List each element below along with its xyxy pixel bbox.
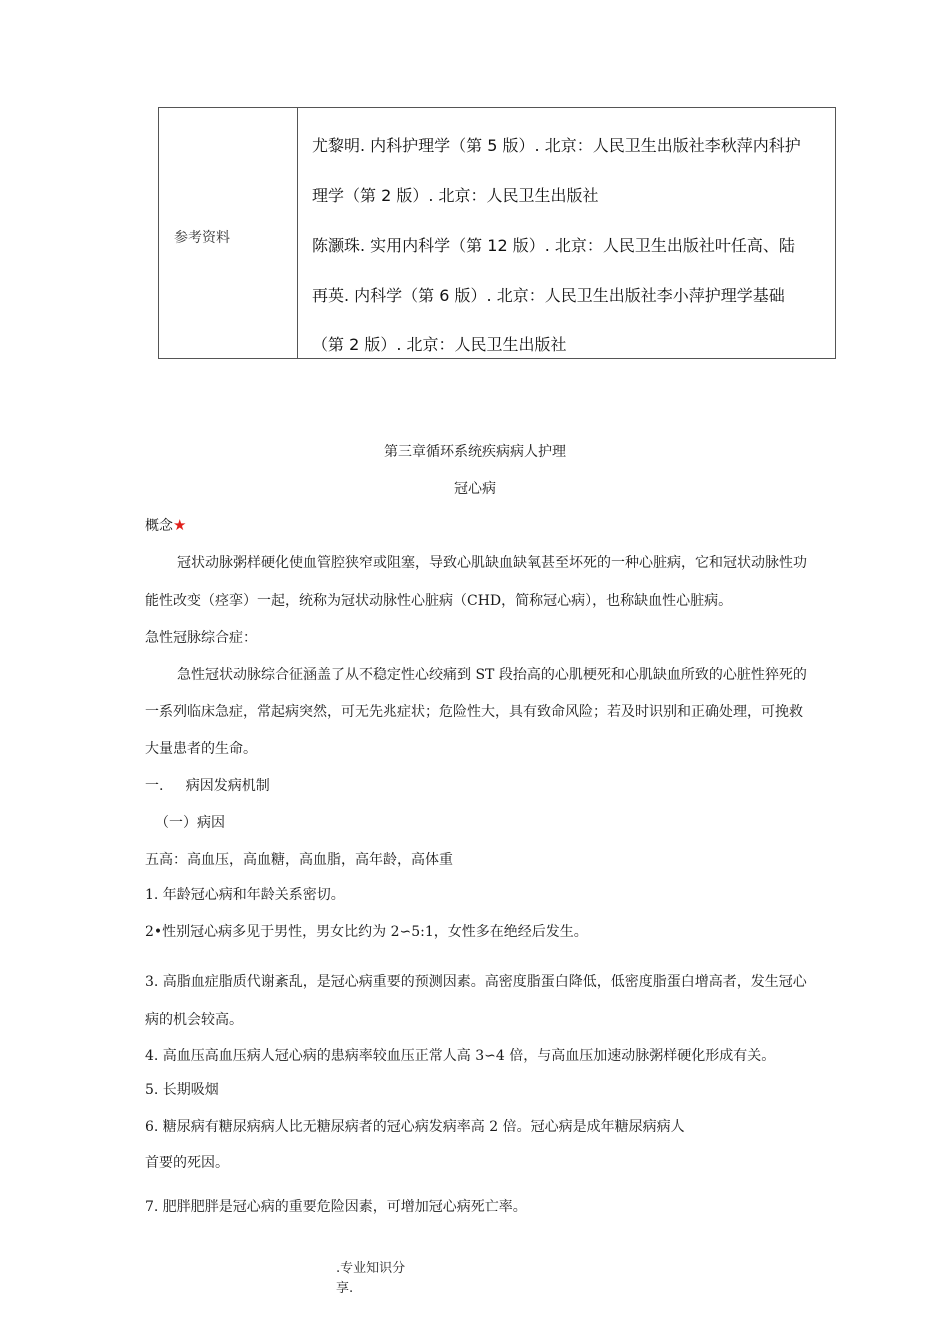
list-item: 6. 糖尿病有糖尿病病人比无糖尿病者的冠心病发病率高 2 倍。冠心病是成年糖尿病病人	[145, 1119, 685, 1135]
paragraph-line: 大量患者的生命。	[145, 741, 257, 757]
list-item: 5. 长期吸烟	[145, 1082, 219, 1098]
paragraph-line: 一系列临床急症，常起病突然，可无先兆症状；危险性大，具有致命风险；若及时识别和正确处理，可挽救	[145, 704, 803, 720]
reference-line: 陈灏珠. 实用内科学（第 12 版）. 北京：人民卫生出版社叶任高、陆	[312, 236, 795, 255]
reference-line: 尤黎明. 内科护理学（第 5 版）. 北京：人民卫生出版社李秋萍内科护	[312, 136, 801, 155]
footer-line: 享.	[336, 1281, 354, 1296]
section-title: 冠心病	[454, 481, 496, 497]
list-item: 首要的死因。	[145, 1155, 229, 1171]
star-icon: ★	[173, 516, 187, 534]
list-item: 3. 高脂血症脂质代谢紊乱，是冠心病重要的预测因素。高密度脂蛋白降低，低密度脂蛋白增高者，发生冠心	[145, 974, 807, 990]
reference-line: （第 2 版）. 北京：人民卫生出版社	[312, 335, 567, 354]
list-item: 病的机会较高。	[145, 1012, 243, 1028]
list-item: 1. 年龄冠心病和年龄关系密切。	[145, 887, 345, 903]
table-divider	[297, 108, 298, 358]
reference-line: 理学（第 2 版）. 北京：人民卫生出版社	[312, 186, 599, 205]
paragraph-line: 能性改变（痉挛）一起，统称为冠状动脉性心脏病（CHD，简称冠心病），也称缺血性心脏病。	[145, 593, 733, 609]
paragraph-line: 急性冠状动脉综合征涵盖了从不稳定性心绞痛到 ST 段抬高的心肌梗死和心肌缺血所致的心脏性猝死的	[177, 667, 807, 683]
list-item: 2•性别冠心病多见于男性，男女比约为 2∽5:1，女性多在绝经后发生。	[145, 924, 588, 940]
list-item: 7. 肥胖肥胖是冠心病的重要危险因素，可增加冠心病死亡率。	[145, 1199, 527, 1215]
reference-table	[158, 107, 836, 359]
acs-heading: 急性冠脉综合症：	[145, 630, 257, 646]
concept-label: 概念	[145, 518, 173, 534]
reference-label: 参考资料	[174, 230, 230, 246]
paragraph-line: 冠状动脉粥样硬化使血管腔狭窄或阻塞，导致心肌缺血缺氧甚至坏死的一种心脏病，它和冠状动脉性功	[177, 555, 807, 571]
chapter-title: 第三章循环系统疾病病人护理	[384, 444, 566, 460]
subsection-heading: （一）病因	[155, 815, 225, 831]
reference-line: 再英. 内科学（第 6 版）. 北京：人民卫生出版社李小萍护理学基础	[312, 286, 785, 305]
list-item: 4. 高血压高血压病人冠心病的患病率较血压正常人高 3∽4 倍，与高血压加速动脉粥样硬化形成有关。	[145, 1048, 776, 1064]
concept-heading	[145, 515, 186, 535]
list-item: 五高：高血压，高血糖，高血脂，高年龄，高体重	[145, 852, 453, 868]
section-heading: 一. 病因发病机制	[145, 778, 270, 794]
footer-line: .专业知识分	[336, 1261, 406, 1276]
